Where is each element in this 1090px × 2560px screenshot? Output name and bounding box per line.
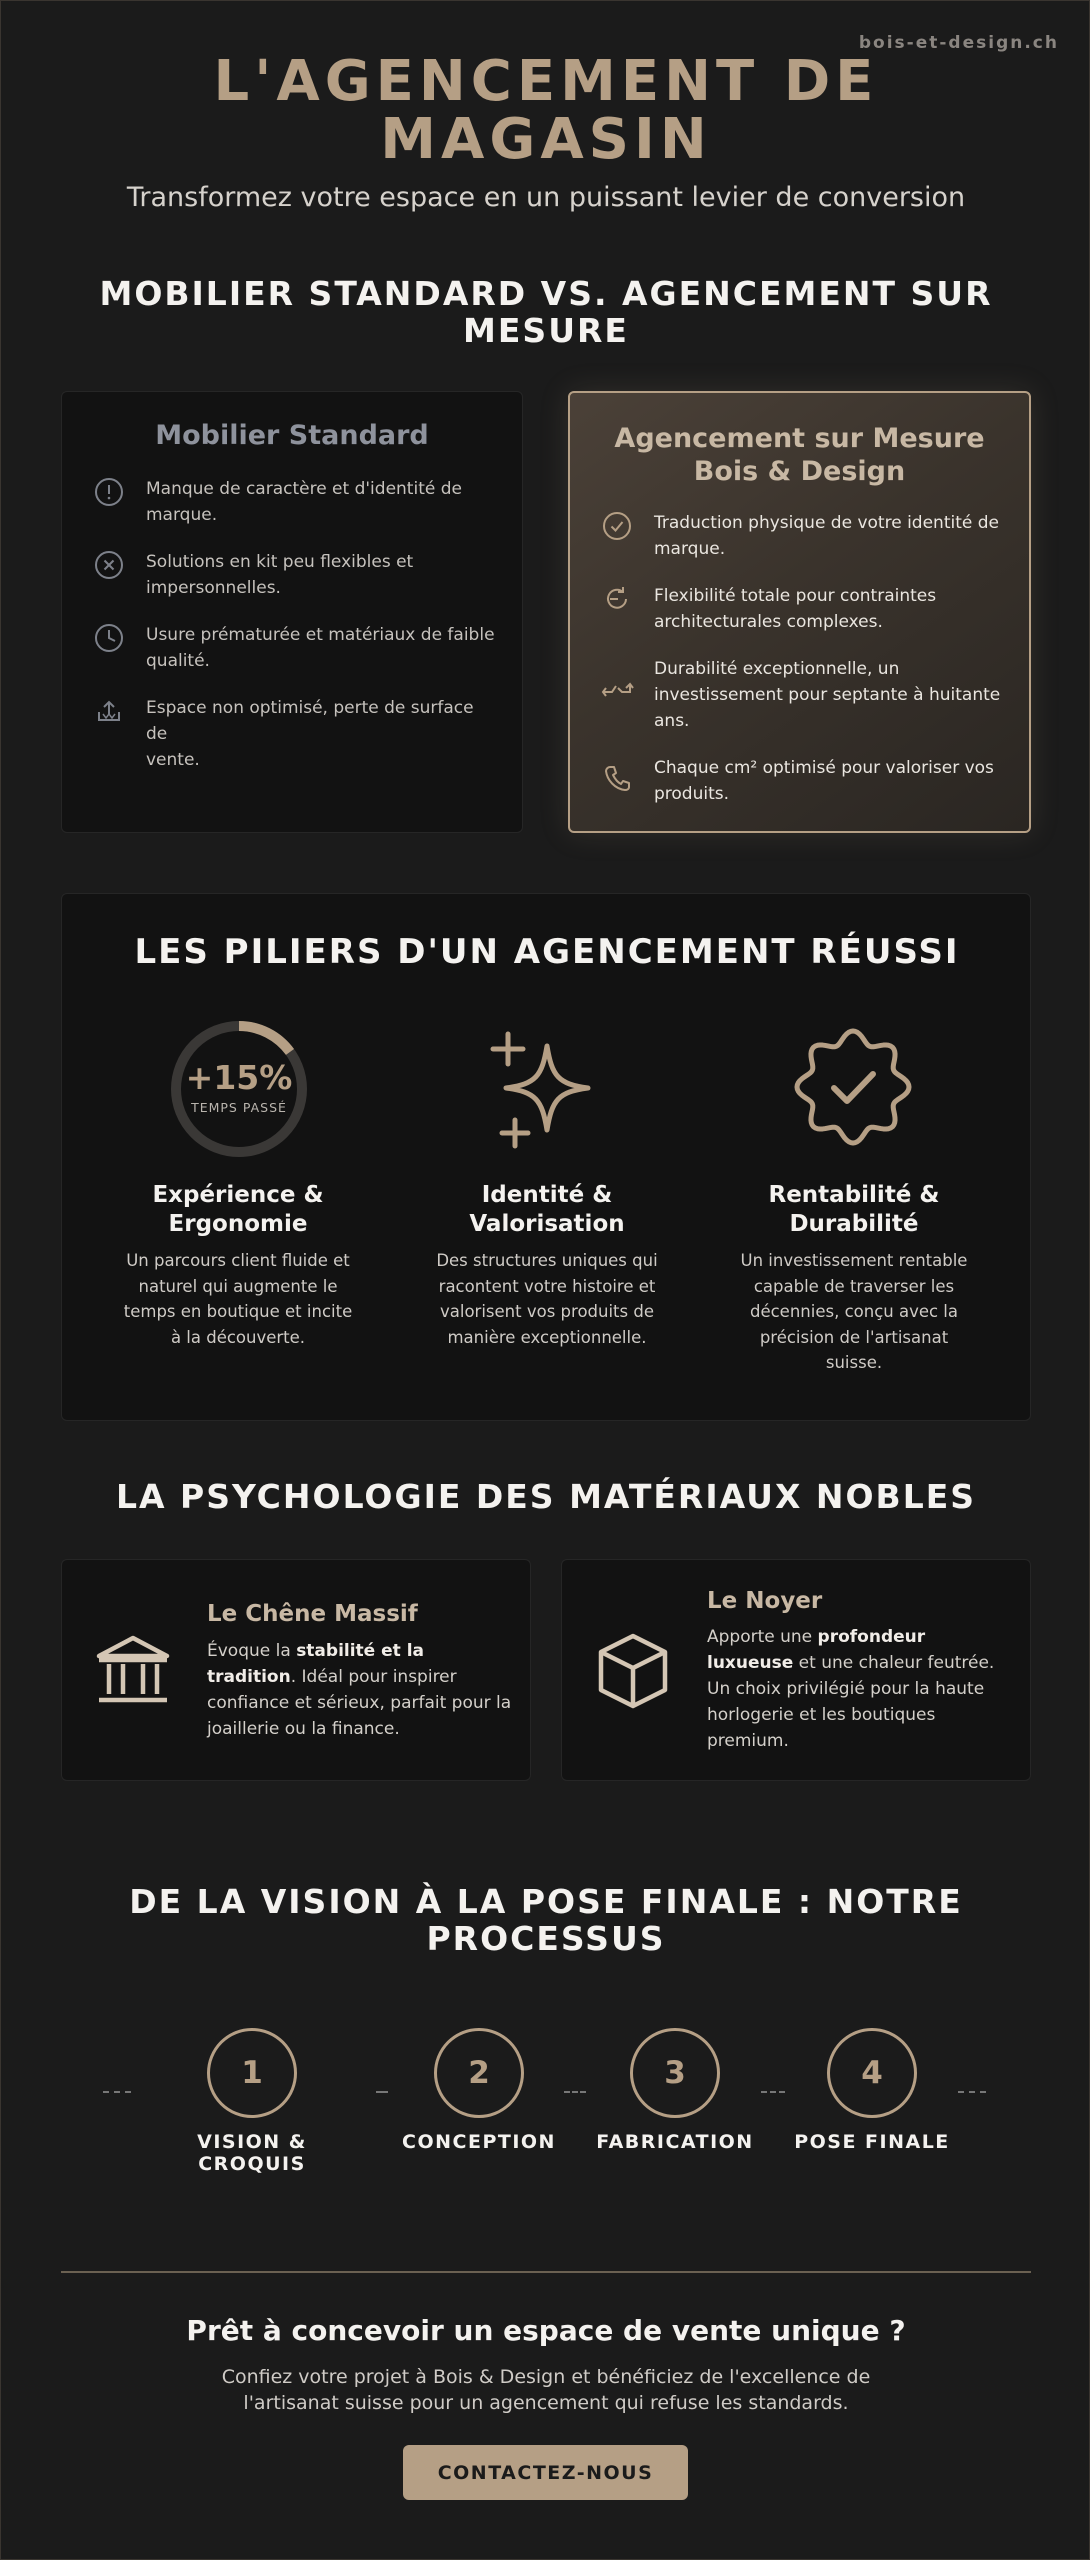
standard-item-line: vente. (146, 750, 200, 770)
pillar-text (729, 1248, 979, 1376)
page-subtitle: Transformez votre espace en un puissant levier de conversion (126, 182, 966, 213)
custom-item-line: marque. (654, 539, 726, 559)
materials-title: LA PSYCHOLOGIE DES MATÉRIAUX NOBLES (115, 1477, 977, 1516)
cube-icon (595, 1632, 671, 1712)
cta-text (1, 2364, 1090, 2416)
walnut-title: Le Noyer (707, 1588, 823, 1614)
pillar-title (729, 1181, 979, 1239)
process-step-number: 1 (207, 2028, 297, 2118)
process-connector (761, 2091, 785, 2093)
pillar-line: capable de traverser les (753, 1276, 955, 1296)
divider (61, 2271, 1031, 2273)
upload-tray-icon (92, 694, 126, 728)
custom-item-line: Flexibilité totale pour contraintes (654, 586, 937, 606)
pillar-title-line: Ergonomie (168, 1211, 308, 1237)
walnut-text-emphasis: luxueuse (707, 1653, 794, 1673)
pillars-title: LES PILIERS D'UN AGENCEMENT RÉUSSI (134, 932, 960, 972)
alert-circle-icon (92, 475, 126, 509)
pillar-line: Un parcours client fluide et (126, 1251, 350, 1270)
pillar-line: racontent votre histoire et (438, 1276, 656, 1296)
page-title-line1: L'AGENCEMENT DE (213, 49, 879, 114)
process-connector (376, 2091, 388, 2093)
custom-item (600, 755, 1003, 807)
oak-title: Le Chêne Massif (207, 1601, 418, 1627)
oak-text-part: . Idéal pour inspirer (290, 1667, 457, 1687)
standard-card-title: Mobilier Standard (155, 420, 429, 451)
custom-item-line: Traduction physique de votre identité de (654, 513, 999, 533)
custom-item (600, 510, 1003, 562)
refresh-icon (600, 582, 634, 616)
pillar-line: Des structures uniques qui (436, 1251, 658, 1270)
pillar-line: à la découverte. (170, 1327, 306, 1347)
standard-item-text (146, 695, 496, 773)
custom-item-line: architecturales complexes. (654, 612, 883, 632)
check-circle-icon (600, 509, 634, 543)
pillar-identity (422, 1181, 672, 1350)
custom-item-line: investissement pour septante à huitante (654, 685, 1001, 705)
comparison-title-line1: MOBILIER STANDARD VS. AGENCEMENT SUR (99, 274, 993, 313)
pillar-line: suisse. (825, 1353, 883, 1372)
page-title-line2: MAGASIN (380, 107, 712, 172)
pillar-line: naturel qui augmente le (138, 1276, 338, 1296)
custom-item-text (654, 510, 999, 562)
process-step-number: 4 (827, 2028, 917, 2118)
pillar-text (422, 1248, 672, 1350)
walnut-text-part: Un choix privilégié pour la haute (707, 1679, 985, 1699)
standard-item-text (146, 549, 413, 601)
contact-button[interactable]: CONTACTEZ-NOUS (403, 2445, 688, 2500)
pillar-profitability (729, 1181, 979, 1376)
site-domain: bois-et-design.ch (858, 33, 1059, 53)
custom-item-line: produits. (654, 784, 730, 804)
walnut-text-part: premium. (707, 1731, 789, 1751)
process-title (1, 1883, 1090, 1957)
process-connector (103, 2091, 131, 2093)
arrows-icon (600, 670, 634, 704)
custom-card-title-line2: Bois & Design (693, 456, 906, 487)
process-title-line1: DE LA VISION À LA POSE FINALE : NOTRE (129, 1882, 963, 1921)
comparison-title (1, 275, 1090, 349)
standard-item (92, 549, 496, 601)
custom-item-line: Chaque cm² optimisé pour valoriser vos (654, 758, 994, 778)
walnut-text-part: et une chaleur feutrée. (793, 1653, 995, 1673)
custom-item-line: Durabilité exceptionnelle, un (654, 659, 900, 679)
process-title-line2: PROCESSUS (426, 1919, 666, 1958)
x-circle-icon (92, 548, 126, 582)
oak-text-emphasis: tradition (207, 1667, 291, 1687)
custom-card (568, 391, 1031, 833)
pillar-title-line: Durabilité (789, 1211, 919, 1237)
pillar-title-line: Expérience & (152, 1182, 324, 1208)
pillar-title (422, 1181, 672, 1239)
pillar-line: décennies, conçu avec la (749, 1302, 959, 1321)
walnut-text-part: horlogerie et les boutiques (707, 1705, 936, 1725)
process-step-label: CONCEPTION (402, 2131, 556, 2153)
pillar-title-line: Valorisation (469, 1211, 625, 1237)
process-connector (564, 2091, 586, 2093)
gauge-value: +15% (185, 1058, 293, 1097)
oak-card (61, 1559, 531, 1781)
custom-card-title-line1: Agencement sur Mesure (614, 423, 985, 454)
process-step-number: 2 (434, 2028, 524, 2118)
gauge-caption: TEMPS PASSÉ (191, 1100, 287, 1115)
bank-icon (95, 1632, 171, 1708)
standard-item (92, 622, 496, 674)
walnut-text-emphasis: profondeur (817, 1627, 926, 1647)
pillar-line: Un investissement rentable (740, 1251, 968, 1270)
standard-item (92, 476, 496, 528)
clock-icon (92, 621, 126, 655)
comparison-title-line2: MESURE (463, 311, 629, 350)
cta-title: Prêt à concevoir un espace de vente unique ? (186, 2314, 906, 2347)
oak-text-part: Évoque la (207, 1641, 297, 1661)
standard-item-line: impersonnelles. (146, 578, 281, 598)
oak-text-emphasis: stabilité et la (296, 1641, 425, 1661)
custom-card-title (570, 422, 1029, 488)
badge-check-icon (790, 1024, 916, 1150)
pillar-title (113, 1181, 363, 1239)
pillar-line: manière exceptionnelle. (447, 1327, 647, 1347)
pillar-line: précision de l'artisanat (759, 1327, 949, 1347)
oak-text-part: joaillerie ou la finance. (207, 1719, 400, 1739)
walnut-text (707, 1624, 1017, 1754)
custom-item-text (654, 583, 936, 635)
custom-item (600, 656, 1003, 734)
page-title (1, 49, 1090, 172)
standard-item-line: Manque de caractère et d'identité de (146, 479, 462, 499)
pillar-line: valorisent vos produits de (440, 1302, 654, 1321)
standard-item-line: marque. (146, 505, 218, 525)
pillars-card (61, 893, 1031, 1421)
custom-item-text (654, 755, 994, 807)
oak-text-part: confiance et sérieux, parfait pour la (207, 1693, 512, 1713)
walnut-text-part: Apporte une (707, 1627, 818, 1647)
sparkle-icon (482, 1024, 612, 1154)
standard-item-line: Espace non optimisé, perte de surface de (146, 698, 474, 744)
standard-item (92, 695, 496, 773)
pillar-experience (113, 1181, 363, 1350)
standard-item-text (146, 622, 495, 674)
standard-card (61, 391, 523, 833)
standard-item-line: Usure prématurée et matériaux de faible (146, 625, 495, 645)
phone-icon (600, 761, 634, 795)
walnut-card (561, 1559, 1031, 1781)
cta-text-line: l'artisanat suisse pour un agencement qui refuse les standards. (243, 2392, 849, 2414)
cta-text-line: Confiez votre projet à Bois & Design et bénéficiez de l'excellence de (221, 2366, 871, 2388)
pillar-text (113, 1248, 363, 1350)
pillar-line: temps en boutique et incite (123, 1302, 353, 1321)
custom-item-line: ans. (654, 711, 690, 731)
standard-item-line: qualité. (146, 651, 210, 671)
pillar-title-line: Identité & (481, 1182, 613, 1208)
standard-item-line: Solutions en kit peu flexibles et (146, 552, 414, 572)
standard-item-text (146, 476, 462, 528)
custom-item (600, 583, 1003, 635)
process-connector (958, 2091, 986, 2093)
process-step-label: POSE FINALE (794, 2131, 950, 2153)
process-step-number: 3 (630, 2028, 720, 2118)
process-step-label: VISION & CROQUIS (197, 2131, 307, 2175)
oak-text (207, 1638, 517, 1742)
process-step-label: FABRICATION (596, 2131, 754, 2153)
pillar-title-line: Rentabilité & (768, 1182, 940, 1208)
custom-item-text (654, 656, 1000, 734)
